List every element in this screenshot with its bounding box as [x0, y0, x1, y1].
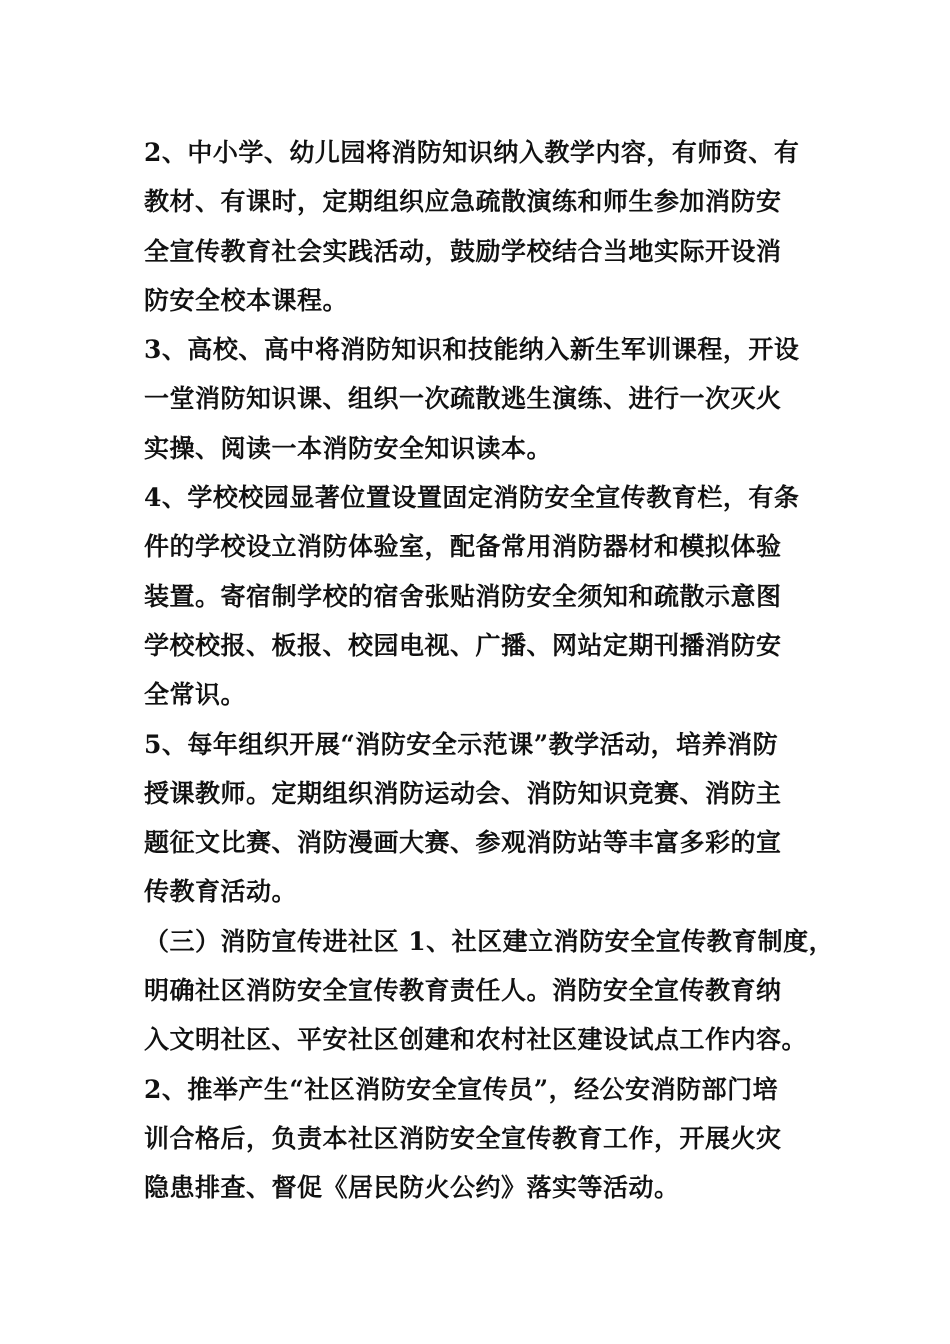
- text-line: 授课教师。定期组织消防运动会、消防知识竞赛、消防主: [144, 778, 782, 808]
- body-text: [144, 128, 834, 1213]
- text-line: （三）消防宣传进社区 1、社区建立消防安全宣传教育制度，: [144, 926, 834, 956]
- text-line: 装置。寄宿制学校的宿舍张贴消防安全须知和疏散示意图: [144, 581, 782, 611]
- text-line: 件的学校设立消防体验室，配备常用消防器材和模拟体验: [144, 532, 782, 562]
- text-line: 题征文比赛、消防漫画大赛、参观消防站等丰富多彩的宣: [144, 828, 782, 858]
- text-line: 全常识。: [144, 680, 247, 710]
- text-line: 全宣传教育社会实践活动，鼓励学校结合当地实际开设消: [144, 236, 782, 266]
- text-line: 训合格后，负责本社区消防安全宣传教育工作，开展火灾: [144, 1123, 782, 1153]
- text-line: 传教育活动。: [144, 877, 298, 907]
- text-line: 5、每年组织开展“消防安全示范课”教学活动，培养消防: [144, 729, 779, 759]
- text-line: 明确社区消防安全宣传教育责任人。消防安全宣传教育纳: [144, 976, 782, 1006]
- text-line: 防安全校本课程。: [144, 285, 349, 315]
- text-line: 学校校报、板报、校园电视、广播、网站定期刊播消防安: [144, 630, 782, 660]
- text-line: 4、学校校园显著位置设置固定消防安全宣传教育栏，有条: [144, 483, 800, 513]
- text-line: 隐患排查、督促《居民防火公约》落实等活动。: [144, 1173, 680, 1203]
- text-line: 入文明社区、平安社区创建和农村社区建设试点工作内容。: [144, 1025, 808, 1055]
- text-line: 3、高校、高中将消防知识和技能纳入新生军训课程，开设: [144, 335, 800, 365]
- text-line: 2、推举产生“社区消防安全宣传员”，经公安消防部门培: [144, 1074, 779, 1104]
- text-line: 一堂消防知识课、组织一次疏散逃生演练、进行一次灭火: [144, 384, 782, 414]
- text-line: 2、中小学、幼儿园将消防知识纳入教学内容，有师资、有: [144, 138, 800, 167]
- text-line: 教材、有课时，定期组织应急疏散演练和师生参加消防安: [144, 187, 782, 217]
- text-line: 实操、阅读一本消防安全知识读本。: [144, 433, 553, 463]
